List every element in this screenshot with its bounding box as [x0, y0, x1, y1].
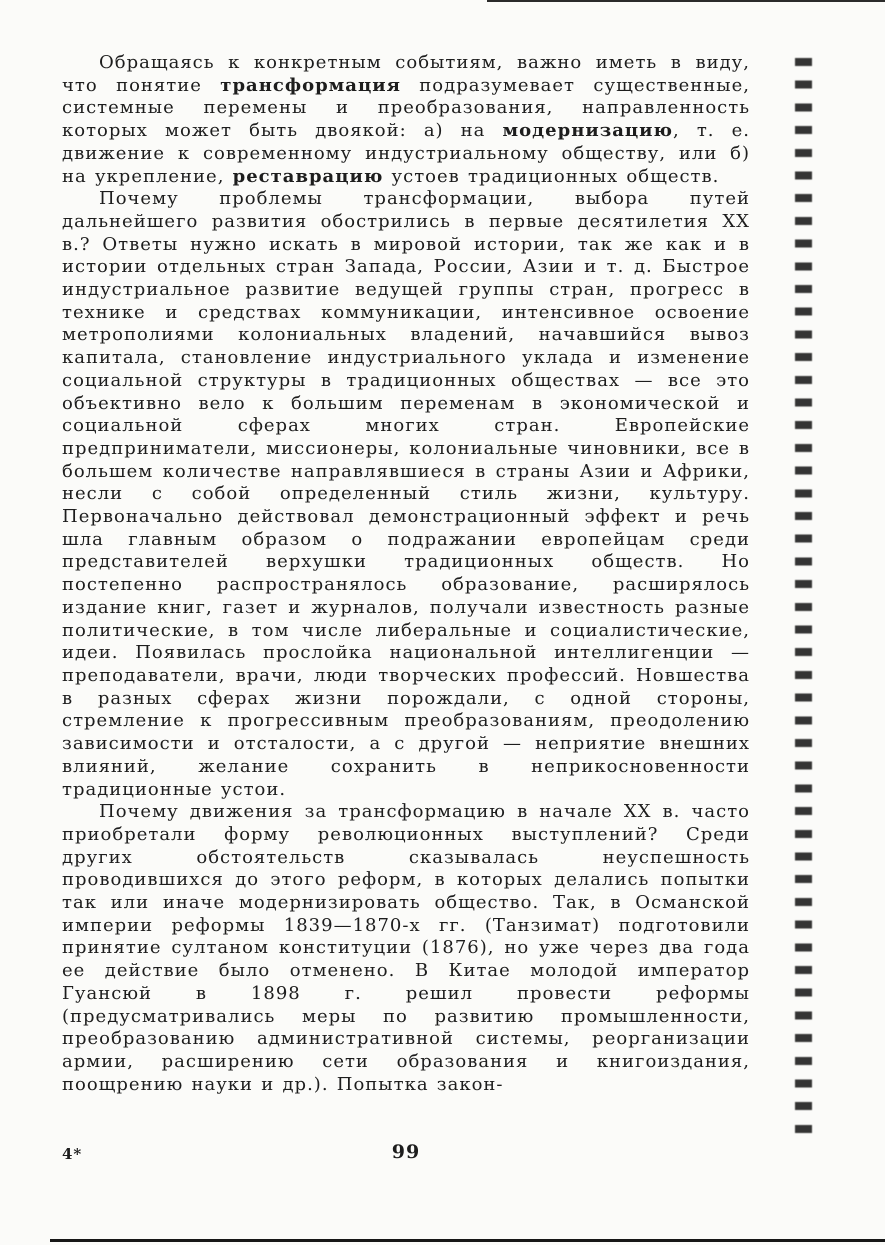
paragraph — [62, 188, 750, 801]
text-run: Почему движения за трансформацию в начале XX в. часто приобретали форму революционных выступлений? Среди других обстоятельств сказывалась неуспешность проводившихся до этого реформ, в которых делались попытки так или иначе модернизировать общество. Так, в Османской империи реформы 1839—1870-х гг. (Танзимат) подготовили принятие султаном конституции (1876), но уже через два года ее действие было отменено. В Китае молодой император Гуансюй в 1898 г. решил провести реформы (предусматривались меры по развитию промышленности, преобразованию административной системы, реорганизации армии, расширению сети образования и книгоиздания, поощрению науки и др.). Попытка закон- — [62, 801, 750, 1095]
signature-mark: 4* — [62, 1145, 83, 1163]
bold-term: трансформация — [220, 74, 401, 96]
scan-artifact-bottom-edge — [50, 1239, 885, 1242]
page-text — [62, 52, 750, 1096]
text-run: , т. е. движение к современному индустриальному обществу, или б) на укрепление, — [62, 120, 750, 187]
paragraph — [62, 52, 750, 188]
bold-term: модернизацию — [502, 120, 673, 142]
text-run: подразумевает существенные, системные перемены и преобразования, направленность которых может быть двоякой: а) на — [62, 74, 750, 142]
text-run: Обращаясь к конкретным событиям, важно иметь в виду, что понятие — [62, 52, 750, 96]
page-number: 99 — [391, 1141, 421, 1163]
scan-artifact-right-edge — [795, 58, 812, 1140]
text-run: устоев традиционных обществ. — [383, 165, 720, 187]
bold-term: реставрацию — [232, 165, 384, 187]
paragraph — [62, 801, 750, 1096]
text-run: Почему проблемы трансформации, выбора путей дальнейшего развития обострились в первые десятилетия XX в.? Ответы нужно искать в мировой истории, так же как и в истории отдельных стран Запада, России, Азии и т. д. Быстрое индустриальное развитие ведущей группы стран, прогресс в технике и средствах коммуникации, интенсивное освоение метрополиями колониальных владений, начавшийся вывоз капитала, становление индустриального уклада и изменение социальной структуры в традиционных обществах — все это объективно вело к большим переменам в экономической и социальной сферах многих стран. Европейские предприниматели, миссионеры, колониальные чиновники, все в большем количестве направлявшиеся в страны Азии и Африки, несли с собой определенный стиль жизни, культуру. Первоначально действовал демонстрационный эффект и речь шла главным образом о подражании европейцам среди представителей верхушки традиционных обществ. Но постепенно распространялось образование, расширялось издание книг, газет и журналов, получали известность разные политические, в том числе либеральные и социалистические, идеи. Появилась прослойка национальной интеллигенции — преподаватели, врачи, люди творческих профессий. Новшества в разных сферах жизни порождали, с одной стороны, стремление к прогрессивным преобразованиям, преодолению зависимости и отсталости, а с другой — неприятие внешних влияний, желание сохранить в неприкосновенности традиционные устои. — [62, 188, 750, 800]
page-footer — [62, 1141, 750, 1167]
scan-artifact-top-edge — [487, 0, 885, 2]
